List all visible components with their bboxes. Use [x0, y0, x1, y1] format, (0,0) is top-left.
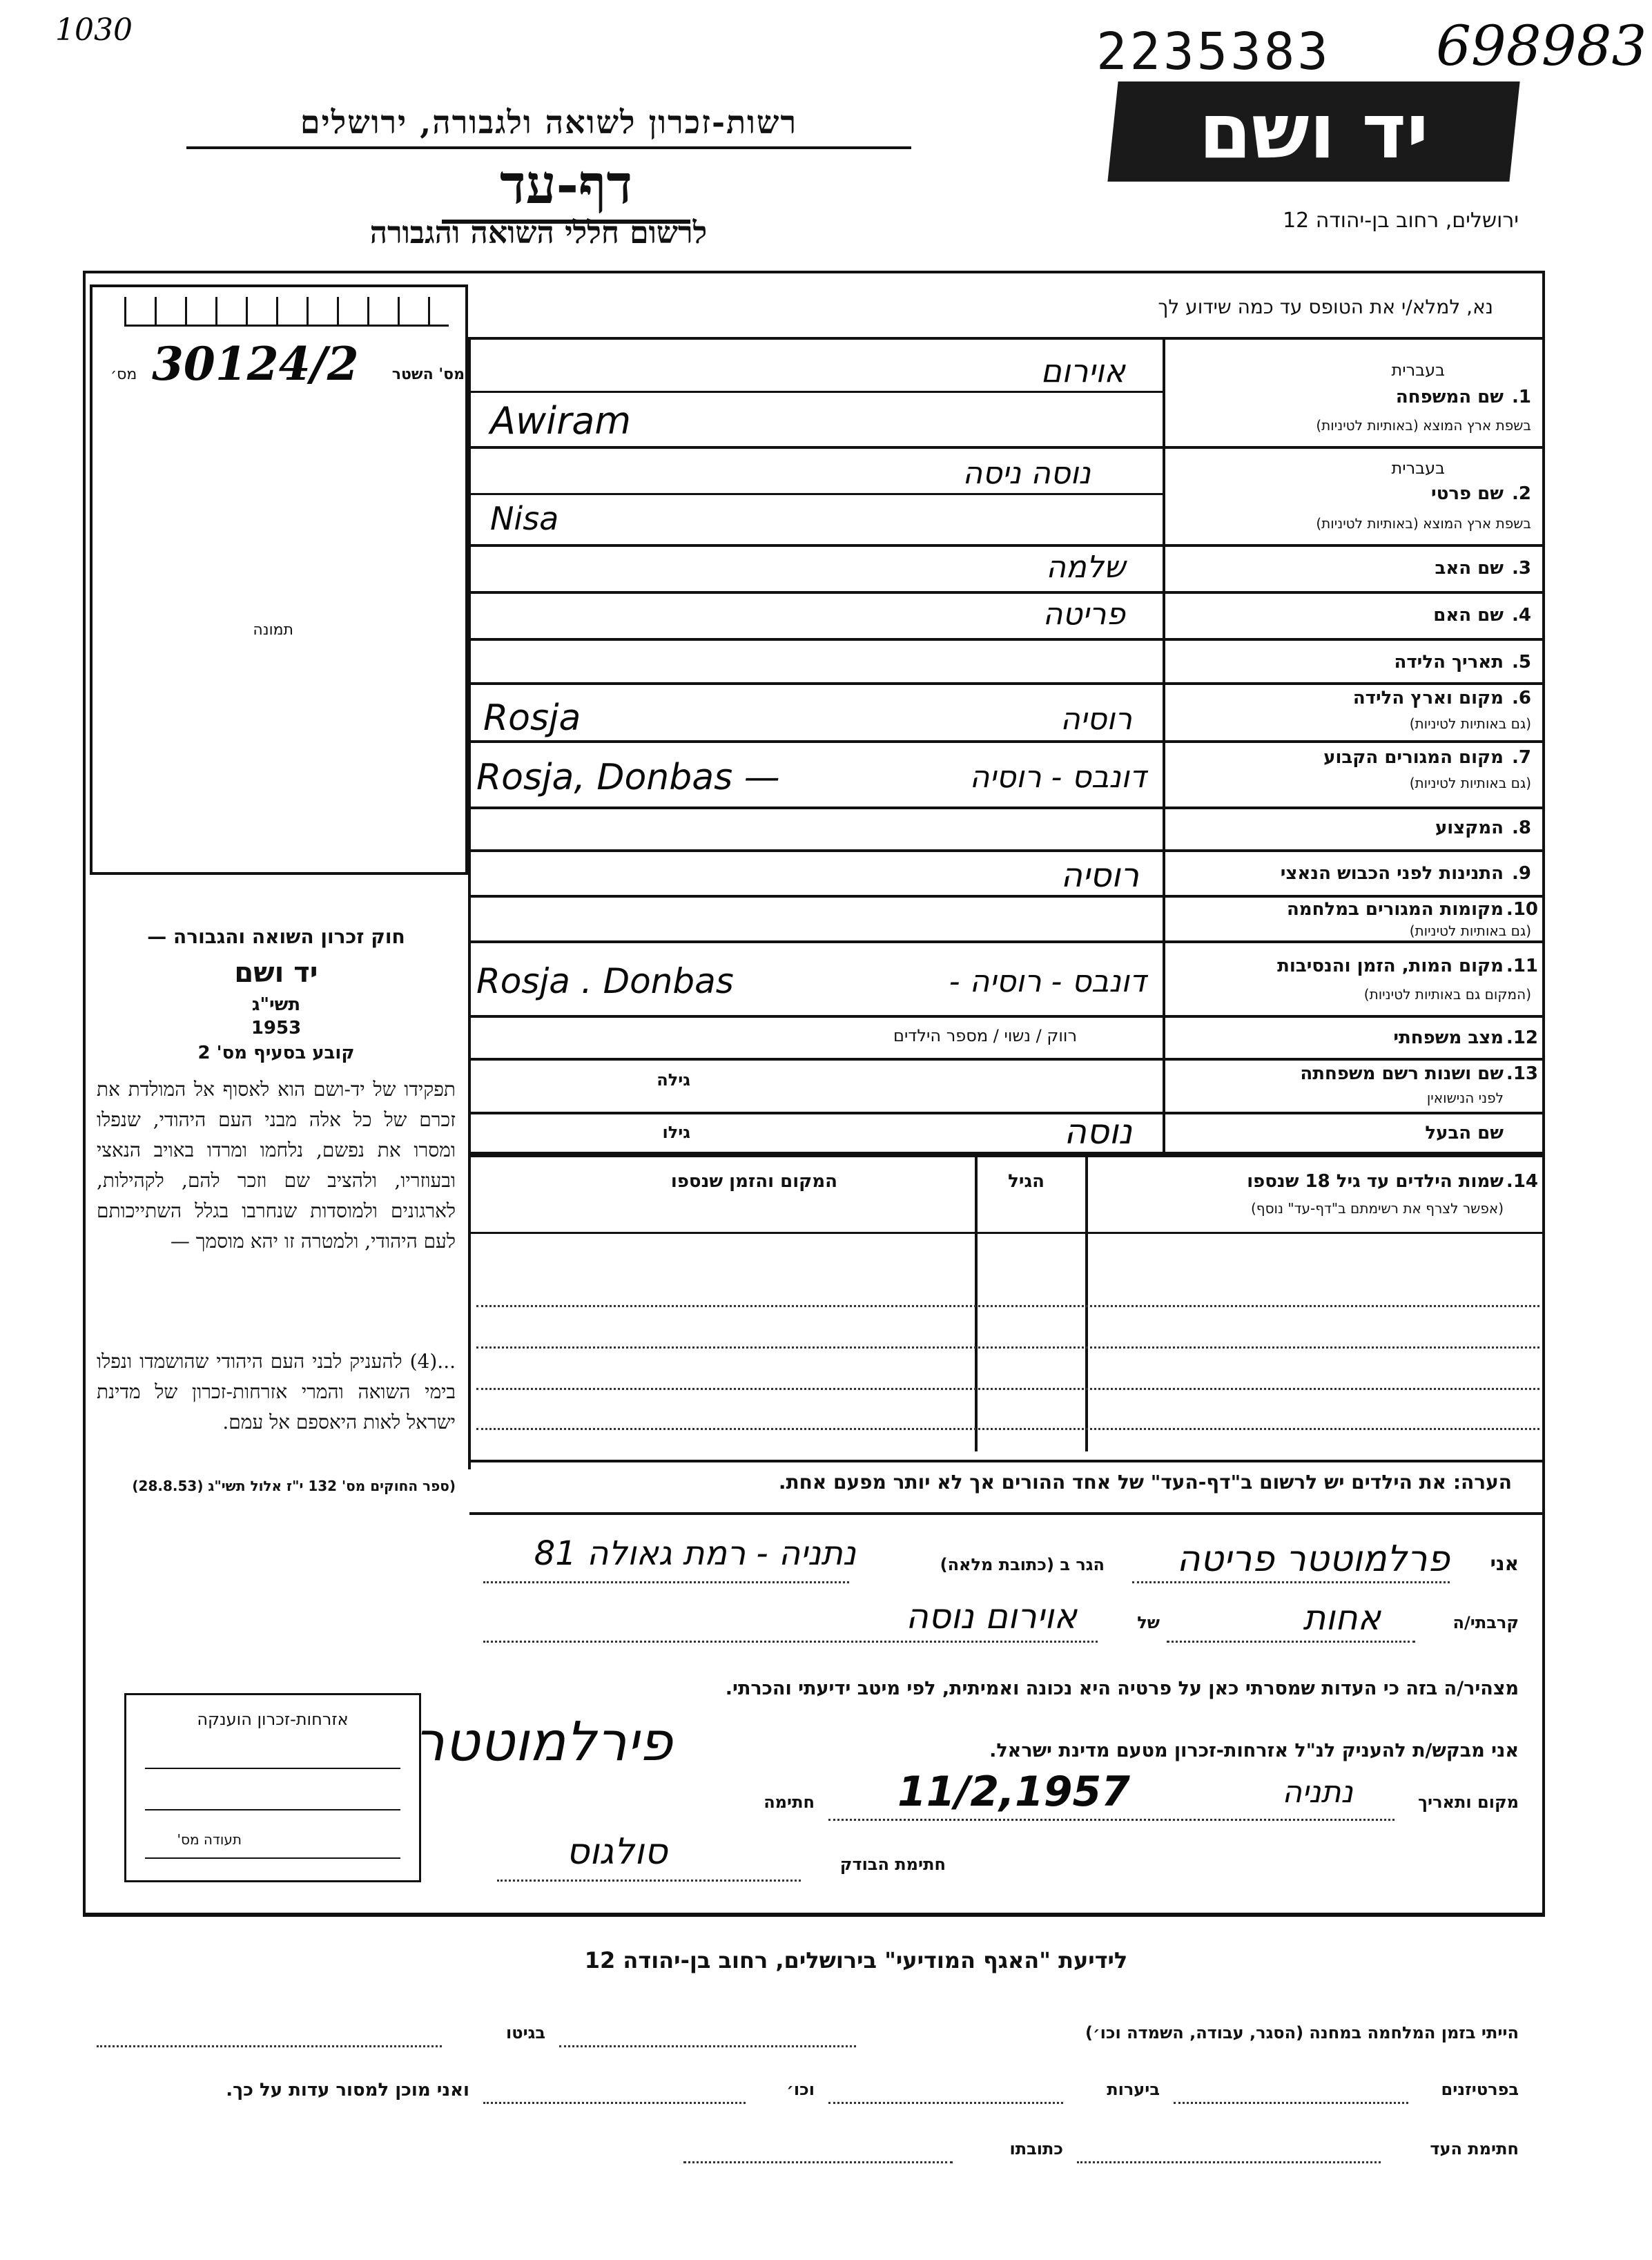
serial-value: 30124/2 — [152, 337, 359, 391]
citizenship-cert-label: תעודה מס' — [177, 1831, 242, 1848]
citizenship-rule-2 — [145, 1809, 400, 1810]
row-rule-10 — [469, 940, 1545, 943]
bottom-line3-fill-a — [1077, 2161, 1381, 2163]
bottom-line3-fill-b — [683, 2161, 953, 2163]
serial-ticks — [124, 297, 449, 327]
row-rule-5 — [469, 682, 1545, 685]
address: ירושלים, רחוב בן-יהודה 12 — [1283, 209, 1519, 233]
signature-label: חתימה — [764, 1793, 815, 1812]
instruction-rule — [468, 337, 1545, 340]
declarant-name-line — [1132, 1581, 1450, 1583]
citizenship-rule-1 — [145, 1768, 400, 1769]
relation-value: אחות — [1303, 1598, 1381, 1638]
f7-value-latin: Rosja, Donbas — — [476, 757, 780, 798]
place-label: מקום ותאריך — [1418, 1793, 1519, 1812]
f7-sub: (גם באותיות לטיניות) — [1409, 775, 1531, 791]
row-rule-11 — [469, 1015, 1545, 1018]
f5-num: 5. — [1512, 652, 1531, 673]
bottom-line2-end: ואני מוכן למסור עדות על כך. — [226, 2080, 469, 2100]
children-header-rule — [469, 1232, 1545, 1234]
row-rule-13 — [469, 1112, 1545, 1114]
row-rule-2a — [469, 493, 1163, 495]
corner-note: 1030 — [55, 12, 133, 48]
f1-value-latin: Awiram — [490, 399, 632, 443]
place-value: נתניה — [1282, 1775, 1353, 1810]
of-value: אוירום נוסה — [906, 1596, 1077, 1636]
note-top-rule — [469, 1460, 1545, 1462]
f8-label: המקצוע — [1435, 818, 1504, 838]
children-row-1 — [476, 1305, 1539, 1307]
children-top-rule — [469, 1155, 1545, 1157]
f1-foreign: בשפת ארץ המוצא (באותיות לטיניות) — [1316, 417, 1531, 434]
f4-value: פריטה — [1042, 597, 1125, 632]
f2-foreign: בשפת ארץ המוצא (באותיות לטיניות) — [1316, 515, 1531, 532]
citizenship-rule-3 — [145, 1857, 400, 1859]
f11-sub: (המקום גם באותיות לטיניות) — [1363, 986, 1531, 1003]
checker-line — [497, 1880, 801, 1882]
f13b-age-label: גילו — [662, 1123, 690, 1142]
f7-num: 7. — [1512, 747, 1531, 768]
f13b-value: נוסה — [1064, 1112, 1132, 1152]
row-rule-8 — [469, 849, 1545, 852]
bottom-line2-fill-a — [1174, 2102, 1408, 2104]
checker-label: חתימת הבודק — [839, 1855, 946, 1874]
bottom-line2-c: וכו׳ — [786, 2080, 815, 2099]
legal-line3: תשי"ג — [251, 994, 301, 1015]
row-rule-7 — [469, 807, 1545, 809]
declaration-text: מצהיר/ה בזה כי העדות שמסרתי כאן על פרטיה היא נכונה ואמיתית, לפי מיטב ידיעתי והכרתי. — [725, 1678, 1519, 1699]
legal-line5: קובע בסעיף מס' 2 — [197, 1043, 355, 1063]
bottom-line3-b: כתובתו — [1009, 2139, 1063, 2158]
f12-value: רווק / נשוי / מספר הילדים — [893, 1026, 1077, 1045]
f13-label: שם ושנות רשם משפחתה — [1300, 1063, 1504, 1084]
form-subtitle: לרשום חללי השואה והגבורה — [369, 215, 708, 251]
legal-line2: יד ושם — [234, 957, 318, 989]
f10-sub: (גם באותיות לטיניות) — [1409, 923, 1531, 939]
f6-value-he: רוסיה — [1060, 702, 1132, 737]
children-col-rule-2 — [975, 1155, 978, 1451]
bottom-line1-end: בגיטו — [506, 2023, 545, 2042]
f12-label: מצב משפחתי — [1393, 1027, 1504, 1048]
label-column-rule — [1163, 337, 1165, 1152]
citizenship-title: אזרחות-זכרון הוענקה — [197, 1710, 349, 1729]
of-line — [483, 1641, 1098, 1643]
children-row-2 — [476, 1346, 1539, 1349]
note-bottom-rule — [469, 1512, 1545, 1515]
f10-label: מקומות המגורים במלחמה — [1286, 899, 1504, 920]
f10-num: 10. — [1506, 899, 1538, 920]
f4-num: 4. — [1512, 605, 1531, 626]
f13-sub: לפני הנישואין — [1426, 1090, 1504, 1106]
f9-num: 9. — [1512, 863, 1531, 884]
row-rule-12 — [469, 1058, 1545, 1061]
request-text: אני מבקש/ת להעניק לנ"ל אזרחות-זכרון מטעם מדינת ישראל. — [989, 1740, 1519, 1761]
f13-age-label: גילה — [657, 1070, 690, 1090]
bottom-section-rule — [83, 1914, 1545, 1917]
f1-value-he: אוירום — [1040, 352, 1125, 389]
children-row-4 — [476, 1428, 1539, 1430]
checker-value: סולגוס — [566, 1831, 668, 1873]
row-rule-1 — [469, 446, 1545, 449]
row-rule-9 — [469, 895, 1545, 898]
f7-label: מקום המגורים הקבוע — [1323, 747, 1504, 768]
instruction: נא, למלא/י את הטופס עד כמה שידוע לך — [1158, 296, 1493, 318]
relation-line — [1167, 1641, 1415, 1643]
f1-lang-he: בעברית — [1391, 360, 1445, 380]
f2-label: שם פרטי — [1431, 483, 1504, 504]
f6-num: 6. — [1512, 688, 1531, 708]
relation-label: קרבתי/ה — [1452, 1613, 1519, 1632]
declarant-address-value: נתניה - רמת גאולה 81 — [534, 1534, 856, 1573]
f3-value: שלמה — [1046, 550, 1125, 585]
legal-body: תפקידו של יד-ושם הוא לאסוף אל המולדת את זכרם של כל אלה מבני העם היהודי, שנפלו ומסרו את נפשם, נלחמו ומרדו באויב הנאצי ובעוזריו, ולהציב שם וזכר להם, לקהילות, לארגונים ולמוסדות שנחרבו בגלל השתייכותם לעם היהודי, ולמטרה זו יהא מוסמך — — [97, 1078, 456, 1253]
f13-num: 13. — [1506, 1063, 1538, 1084]
f1-num: 1. — [1512, 387, 1531, 407]
f12-num: 12. — [1506, 1027, 1538, 1048]
f1-label: שם המשפחה — [1395, 387, 1504, 407]
bottom-line2-fill-b — [828, 2102, 1063, 2104]
children-row-3 — [476, 1388, 1539, 1390]
row-rule-4 — [469, 638, 1545, 641]
children-col-age: הגיל — [1008, 1171, 1044, 1192]
declarant-address-label: הגר ב (כתובת מלאה) — [940, 1555, 1105, 1574]
header-underline — [186, 146, 911, 149]
f9-value: רוסיה — [1060, 856, 1139, 895]
row-rule-2 — [469, 544, 1545, 547]
declarant-address-line — [483, 1581, 849, 1583]
value-column-left-rule — [468, 337, 471, 1469]
f8-num: 8. — [1512, 818, 1531, 838]
handwritten-number: 698983 — [1436, 14, 1647, 78]
place-line — [828, 1819, 1395, 1821]
bottom-line2-a: בפרטיזנים — [1441, 2080, 1519, 2099]
photo-label: תמונה — [253, 621, 293, 639]
serial-label: מס' השטר — [391, 366, 465, 383]
f9-label: התנינות לפני הכבוש הנאצי — [1280, 863, 1504, 884]
bottom-line3-a: חתימת העד — [1430, 2139, 1519, 2158]
stamp-number: 2235383 — [1096, 22, 1331, 81]
legal-clause: ...(4) להעניק לבני העם היהודי שהושמדו ונפלו בימי השואה והמרי אזרחות-זכרון של מדינת ישראל לאות היאספם אל עמם. — [97, 1350, 456, 1433]
row-rule-6 — [469, 740, 1545, 743]
f11-value-latin: Rosja . Donbas — [476, 961, 734, 1001]
date-value: 11/2,1957 — [897, 1768, 1130, 1816]
f2-value-he: נוסה ניסה — [962, 456, 1091, 491]
children-col-place: המקום והזמן שנספו — [670, 1171, 837, 1192]
f2-value-latin: Nisa — [490, 500, 559, 537]
institution-name: רשות-זכרון לשואה ולגבורה, ירושלים — [300, 104, 798, 141]
bottom-title: לידיעת "האגף המודיעי" בירושלים, רחוב בן-יהודה 12 — [584, 1947, 1128, 1973]
declarant-name-label: אני — [1490, 1552, 1519, 1575]
children-col-rule-1 — [1085, 1155, 1088, 1451]
bottom-line2-b: ביערות — [1107, 2080, 1160, 2099]
of-label: של — [1137, 1613, 1160, 1632]
children-num: 14. — [1506, 1171, 1538, 1192]
f2-lang-he: בעברית — [1391, 458, 1445, 478]
f6-value-latin: Rosja — [483, 697, 581, 739]
signature-value: פירלמוטטר — [414, 1711, 672, 1773]
f3-num: 3. — [1512, 558, 1531, 579]
legal-line1: חוק זכרון השואה והגבורה — — [147, 925, 405, 948]
declarant-name-value: פרלמוטטר פריטה — [1176, 1538, 1450, 1580]
bottom-line2-fill-c — [483, 2102, 746, 2104]
f13b-label: שם הבעל — [1425, 1123, 1504, 1143]
row-rule-1a — [469, 391, 1163, 393]
f3-label: שם האב — [1435, 558, 1504, 579]
bottom-line1-fill2 — [97, 2045, 442, 2047]
f2-num: 2. — [1512, 483, 1531, 504]
legal-ref: (ספר החוקים מס' 132 י"ז אלול תשי"ג (28.8.53) — [132, 1478, 456, 1494]
legal-line4: 1953 — [251, 1018, 302, 1039]
row-rule-3 — [469, 591, 1545, 594]
children-sub: (אפשר לצרף את רשימתם ב"דף-עד" נוסף) — [1250, 1200, 1504, 1217]
f11-value-he: דונבס - רוסיה - — [949, 964, 1146, 999]
f6-sub: (גם באותיות לטיניות) — [1409, 715, 1531, 732]
children-note: הערה: את הילדים יש לרשום ב"דף-העד" של אחד ההורים אך לא יותר מפעם אחת. — [778, 1471, 1512, 1494]
f4-label: שם האם — [1433, 605, 1504, 626]
serial-arrow: מס׳ — [110, 366, 137, 383]
f11-label: מקום המות, הזמן והנסיבות — [1277, 956, 1504, 976]
children-label: שמות הילדים עד גיל 18 שנספו — [1247, 1171, 1504, 1192]
bottom-line1-fill — [559, 2045, 856, 2047]
bottom-line1: הייתי בזמן המלחמה במחנה (הסגר, עבודה, השמדה וכו׳) — [1085, 2023, 1519, 2042]
form-title: דף-עד — [500, 153, 632, 216]
f11-num: 11. — [1506, 956, 1538, 976]
f5-label: תאריך הלידה — [1394, 652, 1504, 673]
f7-value-he: דונבס - רוסיה — [969, 760, 1146, 795]
f6-label: מקום וארץ הלידה — [1352, 688, 1504, 708]
logo-text: יד ושם — [1198, 87, 1429, 175]
